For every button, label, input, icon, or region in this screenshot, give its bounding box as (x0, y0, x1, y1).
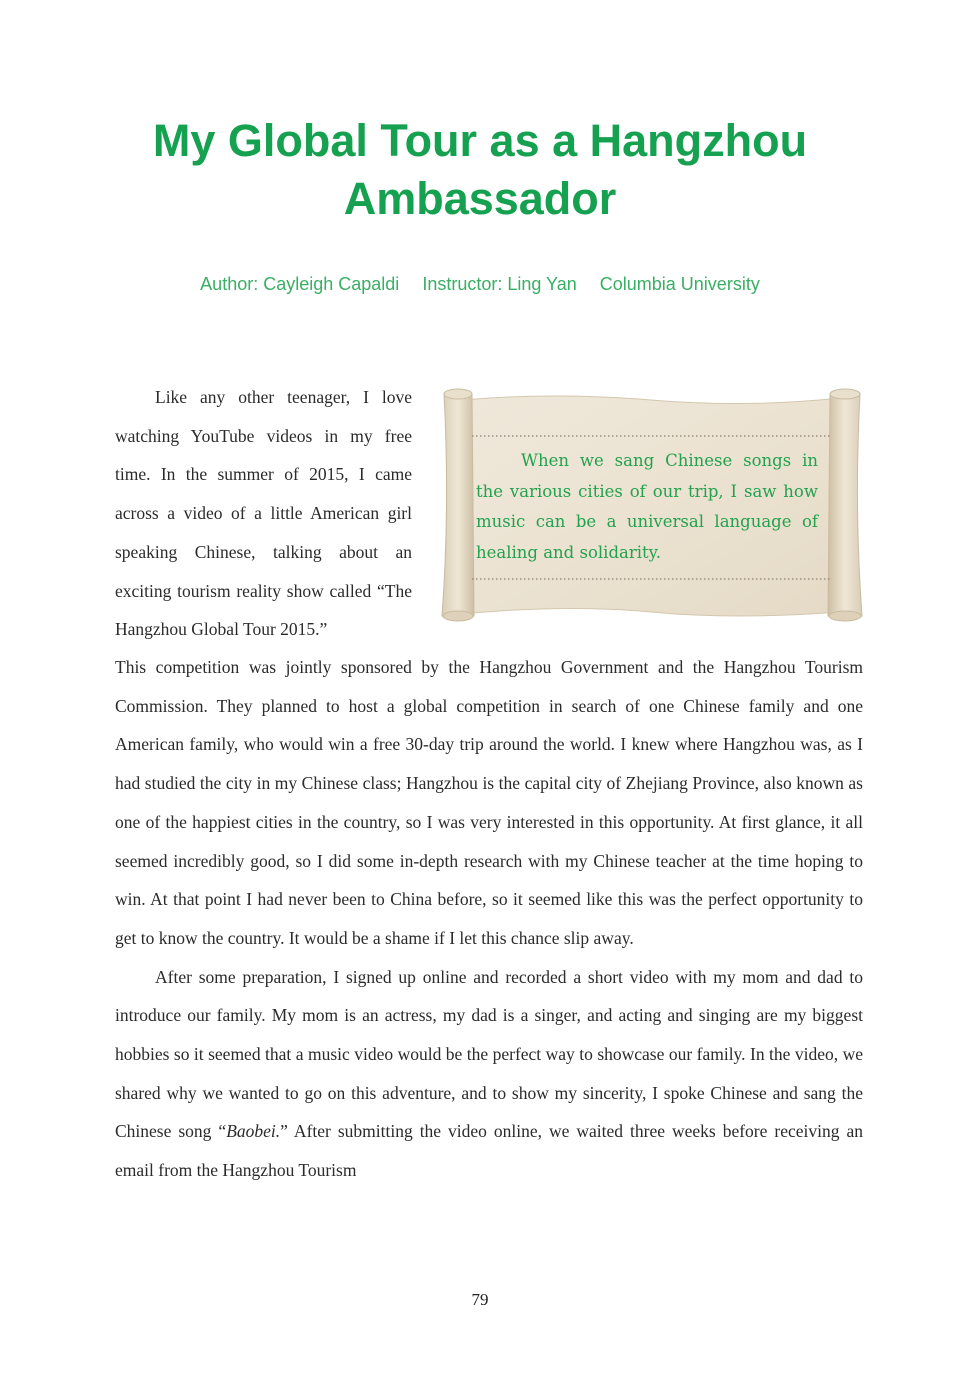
author-credit: Author: Cayleigh Capaldi (200, 274, 400, 294)
pull-quote-scroll (436, 386, 866, 626)
byline (80, 272, 880, 296)
pull-quote-text: When we sang Chinese songs in the various cities of our trip, I saw how music can be a universal language of healing and solidarity. (476, 451, 818, 562)
institution-credit: Columbia University (599, 274, 760, 294)
article-title: My Global Tour as a Hangzhou Ambassador (152, 115, 808, 224)
page-number: 79 (471, 1290, 489, 1309)
paragraph-2-text: After some preparation, I signed up online and recorded a short video with my mom and dad to introduce our family. My mom is an actress, my dad is a singer, and acting and singing are my biggest hobbies so it seemed that a music video would be the perfect way to showcase our family. In the video, we shared why we wanted to go on this adventure, and to show my sincerity, I spoke Chinese and sang the Chinese song “ (115, 966, 863, 1142)
body-column-wrapped (115, 378, 412, 649)
paragraph-2 (115, 958, 863, 1190)
song-title: Baobei. (226, 1121, 281, 1142)
paragraph-2-text-end: ” After submitting the video online, we waited three weeks before receiving an email from the Hangzhou Tourism (115, 1121, 863, 1181)
body-column-full (115, 648, 863, 1190)
instructor-credit: Instructor: Ling Yan (422, 274, 577, 294)
paragraph-1-opening: Like any other teenager, I love watching YouTube videos in my free time. In the summer of 2015, I came across a video of a little American girl speaking Chinese, talking about an exciting tourism reality show called “The Hangzhou Global Tour 2015.” (115, 387, 412, 640)
paragraph-1-continued: This competition was jointly sponsored by the Hangzhou Government and the Hangzhou Tourism Commission. They planned to host a global competition in search of one Chinese family and one American family, who would win a free 30-day trip around the world. I knew where Hangzhou was, as I had studied the city in my Chinese class; Hangzhou is the capital city of Zhejiang Province, also known as one of the happiest cities in the country, so I was very interested in this opportunity. At first glance, it all seemed incredibly good, so I did some in-depth research with my Chinese teacher at the time hoping to win. At that point I had never been to China before, so it seemed like this was the perfect opportunity to get to know the country. It would be a shame if I let this chance slip away. (115, 657, 863, 948)
